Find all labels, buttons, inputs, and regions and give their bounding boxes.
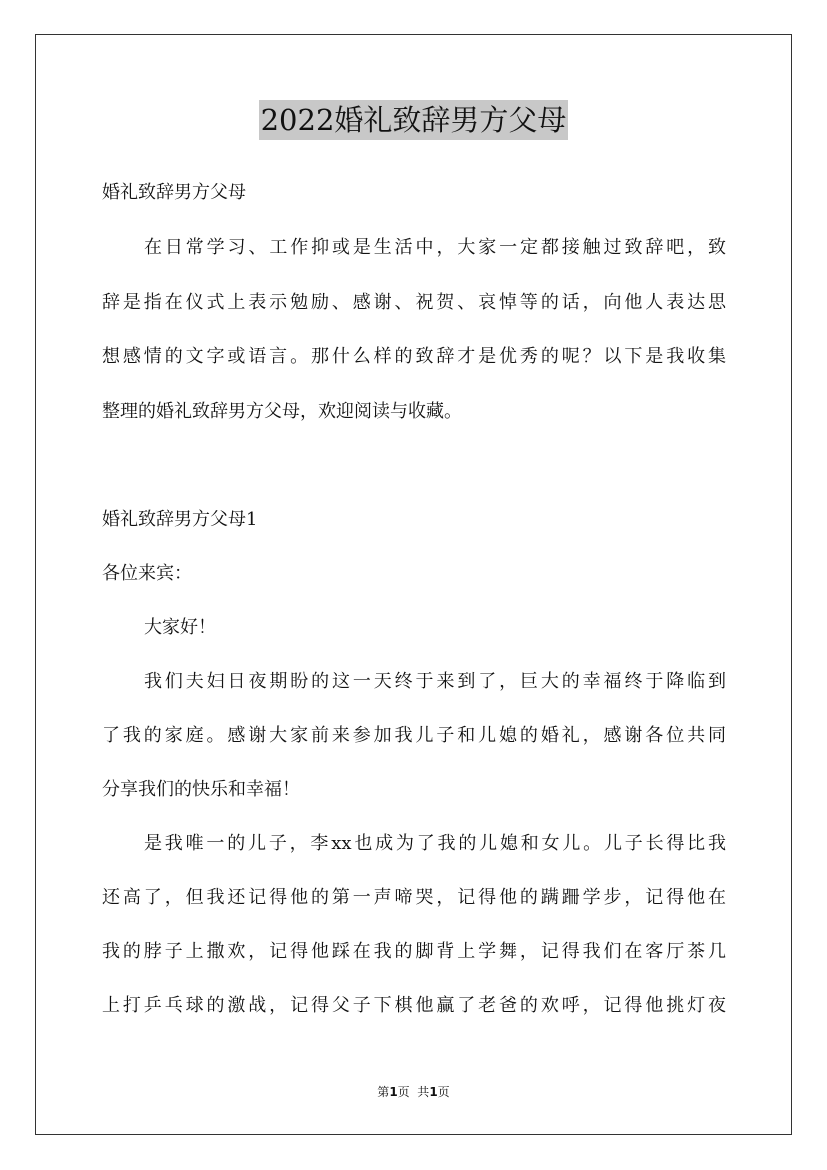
footer-page-total: 1	[429, 1085, 438, 1099]
footer-prefix: 第	[377, 1085, 390, 1099]
paragraph-line: 了我的家庭。感谢大家前来参加我儿子和儿媳的婚礼，感谢各位共同	[102, 725, 726, 746]
intro-line: 整理的婚礼致辞男方父母，欢迎阅读与收藏。	[102, 401, 462, 422]
subtitle: 婚礼致辞男方父母	[102, 182, 246, 203]
paragraph-line: 是我唯一的儿子，李xx也成为了我的儿媳和女儿。儿子长得比我	[144, 833, 726, 854]
document-title: 2022婚礼致辞男方父母	[259, 100, 569, 140]
intro-line: 在日常学习、工作抑或是生活中，大家一定都接触过致辞吧，致	[144, 237, 726, 258]
paragraph-line: 还高了，但我还记得他的第一声啼哭，记得他的蹒跚学步，记得他在	[102, 887, 726, 908]
footer-page-current: 1	[389, 1085, 398, 1099]
intro-line: 辞是指在仪式上表示勉励、感谢、祝贺、哀悼等的话，向他人表达思	[102, 292, 726, 313]
paragraph-line: 我们夫妇日夜期盼的这一天终于来到了，巨大的幸福终于降临到	[144, 671, 726, 692]
paragraph-line: 上打乒乓球的激战，记得父子下棋他赢了老爸的欢呼，记得他挑灯夜	[102, 995, 726, 1016]
intro-line: 想感情的文字或语言。那什么样的致辞才是优秀的呢？以下是我收集	[102, 346, 726, 367]
footer-suffix: 页	[437, 1085, 450, 1099]
salutation: 各位来宾：	[102, 563, 192, 584]
title-container	[0, 100, 827, 140]
page-footer	[0, 1083, 827, 1101]
paragraph-line: 我的脖子上撒欢，记得他踩在我的脚背上学舞，记得我们在客厅茶几	[102, 941, 726, 962]
footer-middle: 页 共	[397, 1085, 430, 1099]
paragraph-line: 分享我们的快乐和幸福！	[102, 779, 300, 800]
greeting: 大家好！	[144, 617, 216, 638]
section-heading: 婚礼致辞男方父母1	[102, 509, 258, 530]
